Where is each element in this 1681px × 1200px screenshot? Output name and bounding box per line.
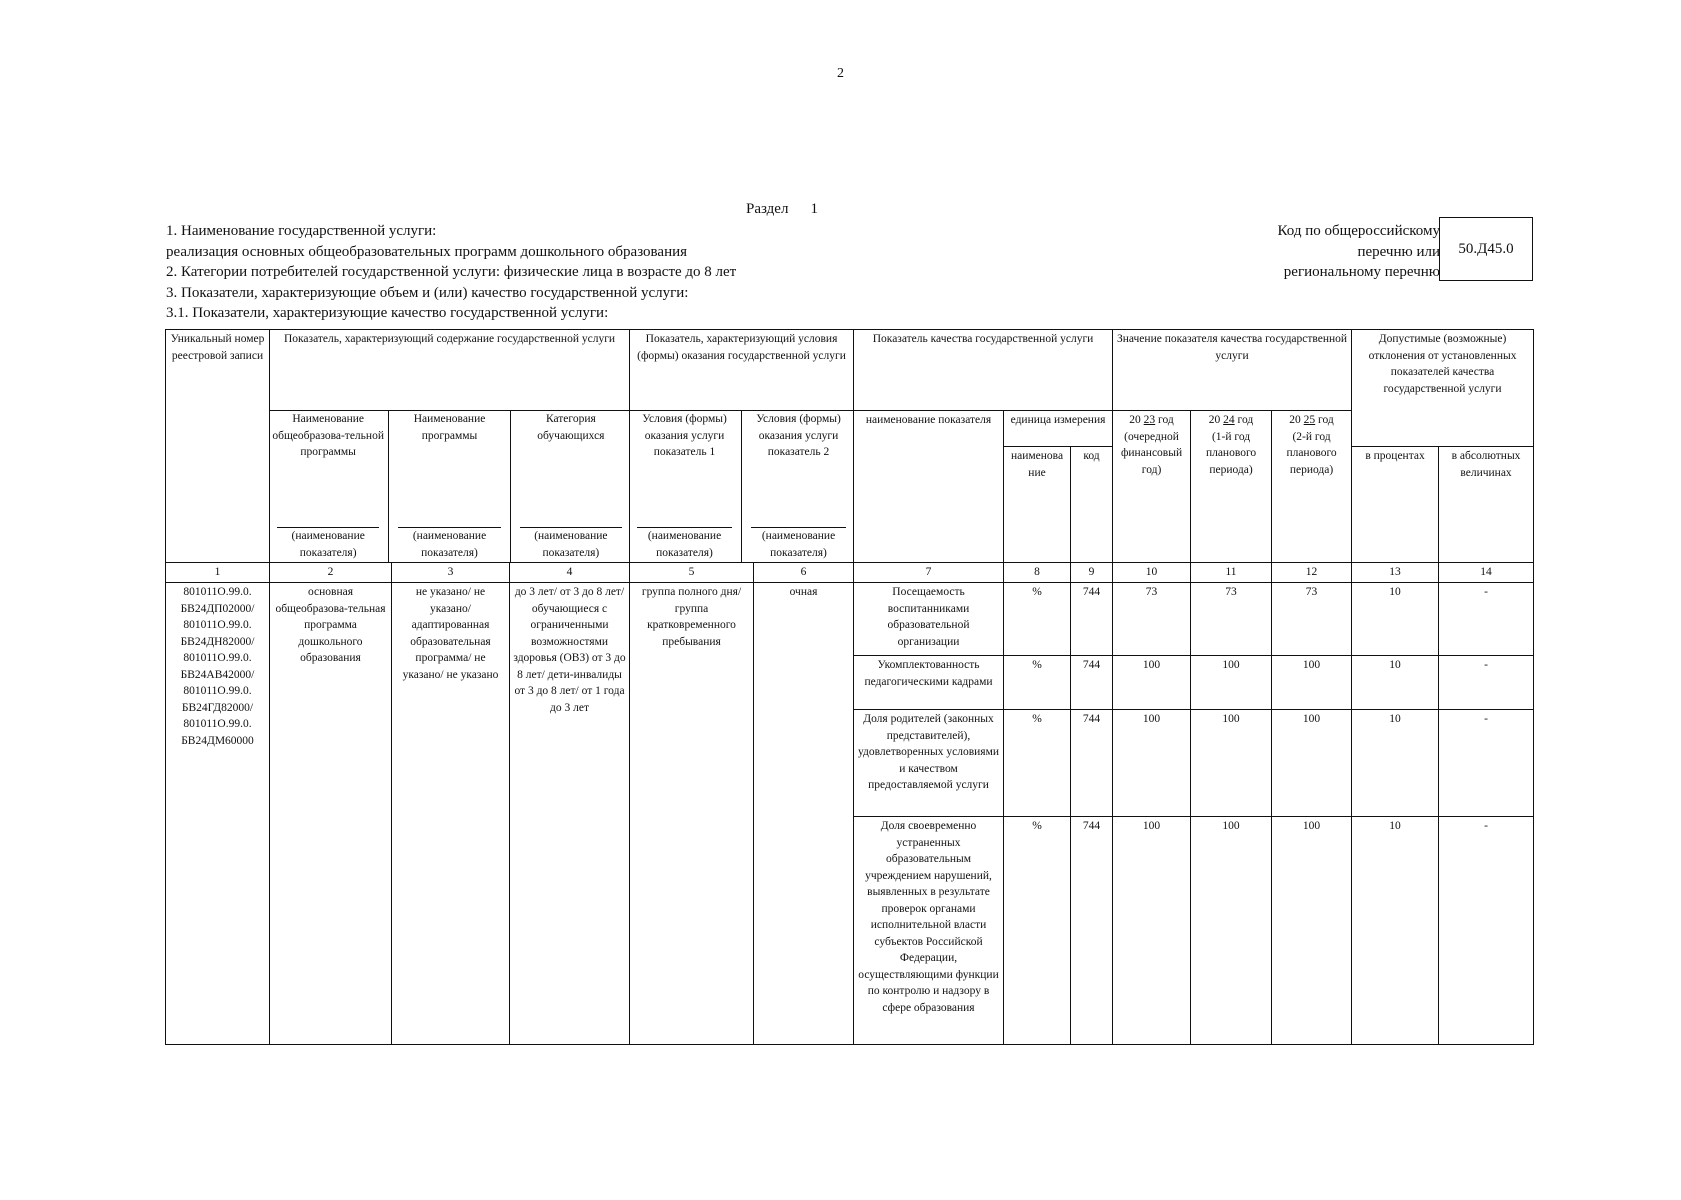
deviation-percent: 10 <box>1352 656 1439 710</box>
section-label: Раздел <box>746 201 789 217</box>
unit-code: 744 <box>1071 710 1113 817</box>
header-unique-number: Уникальный номер реестровой записи <box>166 330 270 563</box>
value-year-2: 100 <box>1191 710 1272 817</box>
header-year-2: 20 24 год (1-й год планового периода) <box>1191 411 1272 563</box>
page-number: 2 <box>837 66 844 81</box>
header-conditions-indicator: Показатель, характеризующий условия (формы) оказания государственной услуги <box>630 330 854 411</box>
indicator-name: Посещаемость воспитанниками образовательной организации <box>854 583 1004 656</box>
registry-numbers: 801011О.99.0. БВ24ДП02000/ 801011О.99.0. БВ24ДН82000/ 801011О.99.0. БВ24АВ42000/ 801011О.99.0. БВ24ГД82000/ 801011О.99.0. БВ24ДМ60000 <box>166 583 270 1045</box>
deviation-absolute: - <box>1439 817 1534 1045</box>
deviation-absolute: - <box>1439 656 1534 710</box>
section-number: 1 <box>810 201 818 217</box>
subheader-c5: Условия (формы) оказания услуги показатель 1 (наименование показателя) <box>628 411 741 563</box>
header-unit-name: наименова ние <box>1004 447 1071 563</box>
unit-name: % <box>1004 656 1071 710</box>
program: не указано/ не указано/ адаптированная образовательная программа/ не указано/ не указано <box>392 583 510 1045</box>
quality-indicators-table <box>165 329 1534 1045</box>
subheader-c6: Условия (формы) оказания услуги показатель 2 (наименование показателя) <box>741 411 855 563</box>
service-name-heading: 1. Наименование государственной услуги: <box>166 223 437 239</box>
value-year-3: 100 <box>1272 710 1352 817</box>
header-percent: в процентах <box>1352 447 1439 563</box>
header-content-sub <box>270 411 630 563</box>
unit-name: % <box>1004 710 1071 817</box>
unit-name: % <box>1004 817 1071 1045</box>
value-year-2: 100 <box>1191 817 1272 1045</box>
value-year-1: 73 <box>1113 583 1191 656</box>
consumer-categories: 2. Категории потребителей государственной услуги: физические лица в возрасте до 8 лет <box>166 264 737 280</box>
header-unit-code: код <box>1071 447 1113 563</box>
registry-code-box: 50.Д45.0 <box>1439 217 1533 281</box>
value-year-3: 100 <box>1272 656 1352 710</box>
header-deviation: Допустимые (возможные) отклонения от установленных показателей качества государственной услуги <box>1352 330 1534 447</box>
service-form-2: очная <box>754 583 854 1045</box>
column-numbers-row: 1 2 3 4 5 6 7 8 9 10 11 12 13 14 <box>166 563 1534 583</box>
deviation-percent: 10 <box>1352 817 1439 1045</box>
subheader-c2: Наименование общеобразова-тельной программы (наименование показателя) <box>268 411 388 563</box>
section-heading <box>746 201 818 218</box>
value-year-1: 100 <box>1113 656 1191 710</box>
indicators-heading: 3. Показатели, характеризующие объем и (или) качество государственной услуги: <box>166 284 689 301</box>
unit-name: % <box>1004 583 1071 656</box>
value-year-2: 73 <box>1191 583 1272 656</box>
header-row-2 <box>166 411 1534 447</box>
value-year-1: 100 <box>1113 710 1191 817</box>
header-unit: единица измерения <box>1004 411 1113 447</box>
deviation-absolute: - <box>1439 710 1534 817</box>
student-category: до 3 лет/ от 3 до 8 лет/ обучающиеся с ограниченными возможностями здоровья (ОВЗ) от 3 до 8 лет/ дети-инвалиды от 3 до 8 лет/ от 1 года до 3 лет <box>510 583 630 1045</box>
header-absolute: в абсолютных величинах <box>1439 447 1534 563</box>
header-indicator-name: наименование показателя <box>854 411 1004 563</box>
header-conditions-sub <box>630 411 854 563</box>
service-name: реализация основных общеобразовательных программ дошкольного образования <box>166 243 688 260</box>
header-year-3: 20 25 год (2-й год планового периода) <box>1272 411 1352 563</box>
value-year-3: 73 <box>1272 583 1352 656</box>
indicator-name: Доля своевременно устраненных образовательным учреждением нарушений, выявленных в результате проверок органами исполнительной власти субъектов Российской Федерации, осуществляющими функции по контролю и надзору в сфере образования <box>854 817 1004 1045</box>
quality-indicators-heading: 3.1. Показатели, характеризующие качество государственной услуги: <box>166 305 609 321</box>
value-year-1: 100 <box>1113 817 1191 1045</box>
indicator-name: Доля родителей (законных представителей), удовлетворенных условиями и качеством предоставляемой услуги <box>854 710 1004 817</box>
unit-code: 744 <box>1071 583 1113 656</box>
deviation-percent: 10 <box>1352 583 1439 656</box>
registry-code-label: Код по общероссийскому перечню или региональному перечню <box>1277 223 1440 280</box>
service-form: группа полного дня/группа кратковременного пребывания <box>630 583 754 1045</box>
header-content-indicator: Показатель, характеризующий содержание государственной услуги <box>270 330 630 411</box>
value-year-2: 100 <box>1191 656 1272 710</box>
program-name: основная общеобразова-тельная программа дошкольного образования <box>270 583 392 1045</box>
table-row <box>166 583 1534 656</box>
indicator-name: Укомплектованность педагогическими кадрами <box>854 656 1004 710</box>
header-row-1 <box>166 330 1534 411</box>
value-year-3: 100 <box>1272 817 1352 1045</box>
service-description <box>166 221 736 324</box>
unit-code: 744 <box>1071 817 1113 1045</box>
deviation-absolute: - <box>1439 583 1534 656</box>
header-quality-indicator: Показатель качества государственной услуги <box>854 330 1113 411</box>
subheader-c4: Категория обучающихся (наименование показателя) <box>510 411 631 563</box>
header-year-1: 20 23 год (очередной финансовый год) <box>1113 411 1191 563</box>
unit-code: 744 <box>1071 656 1113 710</box>
subheader-c3: Наименование программы (наименование показателя) <box>388 411 509 563</box>
header-indicator-value: Значение показателя качества государственной услуги <box>1113 330 1352 411</box>
deviation-percent: 10 <box>1352 710 1439 817</box>
